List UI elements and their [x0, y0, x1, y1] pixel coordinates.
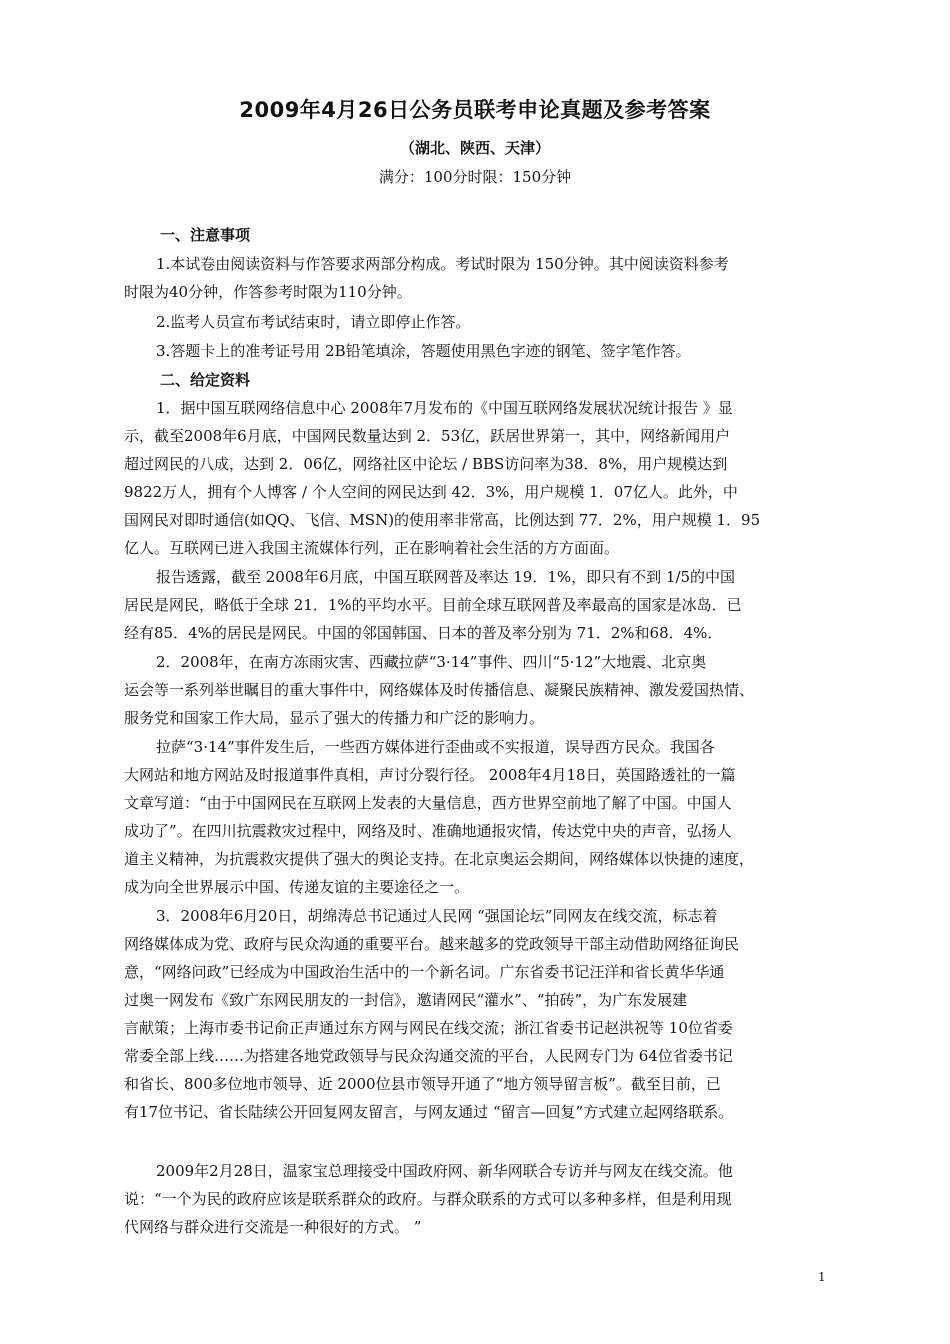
notes-line: 3.答题卡上的准考证号用 2B铅笔填涂，答题使用黑色字迹的钢笔、签字笔作答。	[156, 342, 691, 360]
material-line: 1．据中国互联网络信息中心 2008年7月发布的《中国互联网络发展状况统计报告 》显	[156, 399, 733, 417]
notes-line: 1.本试卷由阅读资料与作答要求两部分构成。考试时限为 150分钟。其中阅读资料参考	[156, 255, 729, 273]
material-line: 亿人。互联网已进入我国主流媒体行列，正在影响着社会生活的方方面面。	[124, 539, 620, 557]
material-line: 大网站和地方网站及时报道事件真相，声讨分裂行径。 2008年4月18日，英国路透社的一篇	[124, 766, 736, 784]
material-line: 说：“一个为民的政府应该是联系群众的政府。与群众联系的方式可以多种多样，但是利用现	[124, 1190, 732, 1208]
notes-line: 时限为40分钟，作答参考时限为110分钟。	[124, 283, 412, 301]
exam-meta: 满分：100分时限：150分钟	[378, 168, 572, 186]
material-line: 居民是网民，略低于全球 21．1%的平均水平。目前全球互联网普及率最高的国家是冰岛．已	[124, 596, 742, 614]
material-line: 成为向全世界展示中国、传递友谊的主要途径之一。	[124, 878, 470, 896]
material-line: 道主义精神，为抗震救灾提供了强大的舆论支持。在北京奥运会期间，网络媒体以快捷的速度，	[124, 850, 755, 868]
material-line: 常委全部上线……为搭建各地党政领导与民众沟通交流的平台，人民网专门为 64位省委书记	[124, 1047, 733, 1065]
material-line: 报告透露，截至 2008年6月底，中国互联网普及率达 19．1%，即只有不到 1/5的中国	[156, 568, 736, 586]
material-line: 成功了”。在四川抗震救灾过程中，网络及时、准确地通报灾情，传达党中央的声音，弘扬人	[124, 822, 732, 840]
material-line: 经有85．4%的居民是网民。中国的邻国韩国、日本的普及率分别为 71．2%和68．4%．	[124, 624, 723, 642]
section-heading-notes: 一、注意事项	[160, 226, 251, 244]
material-line: 意，“网络问政”已经成为中国政治生活中的一个新名词。广东省委书记汪洋和省长黄华华通	[124, 963, 725, 981]
material-line: 过奥一网发布《致广东网民朋友的一封信》，邀请网民“灌水”、“拍砖”，为广东发展建	[124, 991, 688, 1009]
material-line: 超过网民的八成，达到 2．06亿，网络社区中论坛 / BBS访问率为38．8%，用户规模达到	[124, 455, 728, 473]
material-line: 国网民对即时通信(如QQ、飞信、MSN)的使用率非常高，比例达到 77．2%，用户规模 1．95	[124, 511, 761, 529]
material-line: 文章写道：“由于中国网民在互联网上发表的大量信息，西方世界空前地了解了中国。中国人	[124, 794, 732, 812]
material-line: 网络媒体成为党、政府与民众沟通的重要平台。越来越多的党政领导干部主动借助网络征询民	[124, 935, 740, 953]
notes-line: 2.监考人员宣布考试结束时，请立即停止作答。	[156, 313, 471, 331]
material-line: 有17位书记、省长陆续公开回复网友留言，与网友通过 “留言—回复”方式建立起网络联系。	[124, 1103, 734, 1121]
material-line: 3．2008年6月20日，胡绵涛总书记通过人民网 “强国论坛”同网友在线交流，标志着	[156, 907, 718, 925]
material-line: 代网络与群众进行交流是一种很好的方式。 ”	[124, 1218, 422, 1236]
material-line: 言献策；上海市委书记俞正声通过东方网与网民在线交流；浙江省委书记赵洪祝等 10位省委	[124, 1019, 733, 1037]
material-line: 运会等一系列举世瞩目的重大事件中，网络媒体及时传播信息、凝聚民族精神、激发爱国热情、	[124, 681, 755, 699]
page-subtitle: （湖北、陕西、天津）	[399, 139, 550, 157]
section-heading-materials: 二、给定资料	[160, 371, 251, 389]
material-line: 2．2008年，在南方冻雨灾害、西藏拉萨“3·14”事件、四川“5·12”大地震、北京奥	[156, 653, 707, 671]
material-line: 和省长、800多位地市领导、近 2000位县市领导开通了“地方领导留言板”。截至目前，已	[124, 1075, 721, 1093]
page-title: 2009年4月26日公务员联考申论真题及参考答案	[239, 98, 711, 122]
material-line: 服务党和国家工作大局，显示了强大的传播力和广泛的影响力。	[124, 709, 545, 727]
material-line: 2009年2月28日，温家宝总理接受中国政府网、新华网联合专访并与网友在线交流。他	[156, 1162, 733, 1180]
material-line: 示，截至2008年6月底，中国网民数量达到 2．53亿，跃居世界第一，其中，网络新闻用户	[124, 427, 731, 445]
page-number: 1	[818, 1270, 826, 1284]
material-line: 9822万人，拥有个人博客 / 个人空间的网民达到 42．3%，用户规模 1．07亿人。此外，中	[124, 483, 738, 501]
material-line: 拉萨“3·14”事件发生后，一些西方媒体进行歪曲或不实报道，误导西方民众。我国各	[156, 738, 715, 756]
